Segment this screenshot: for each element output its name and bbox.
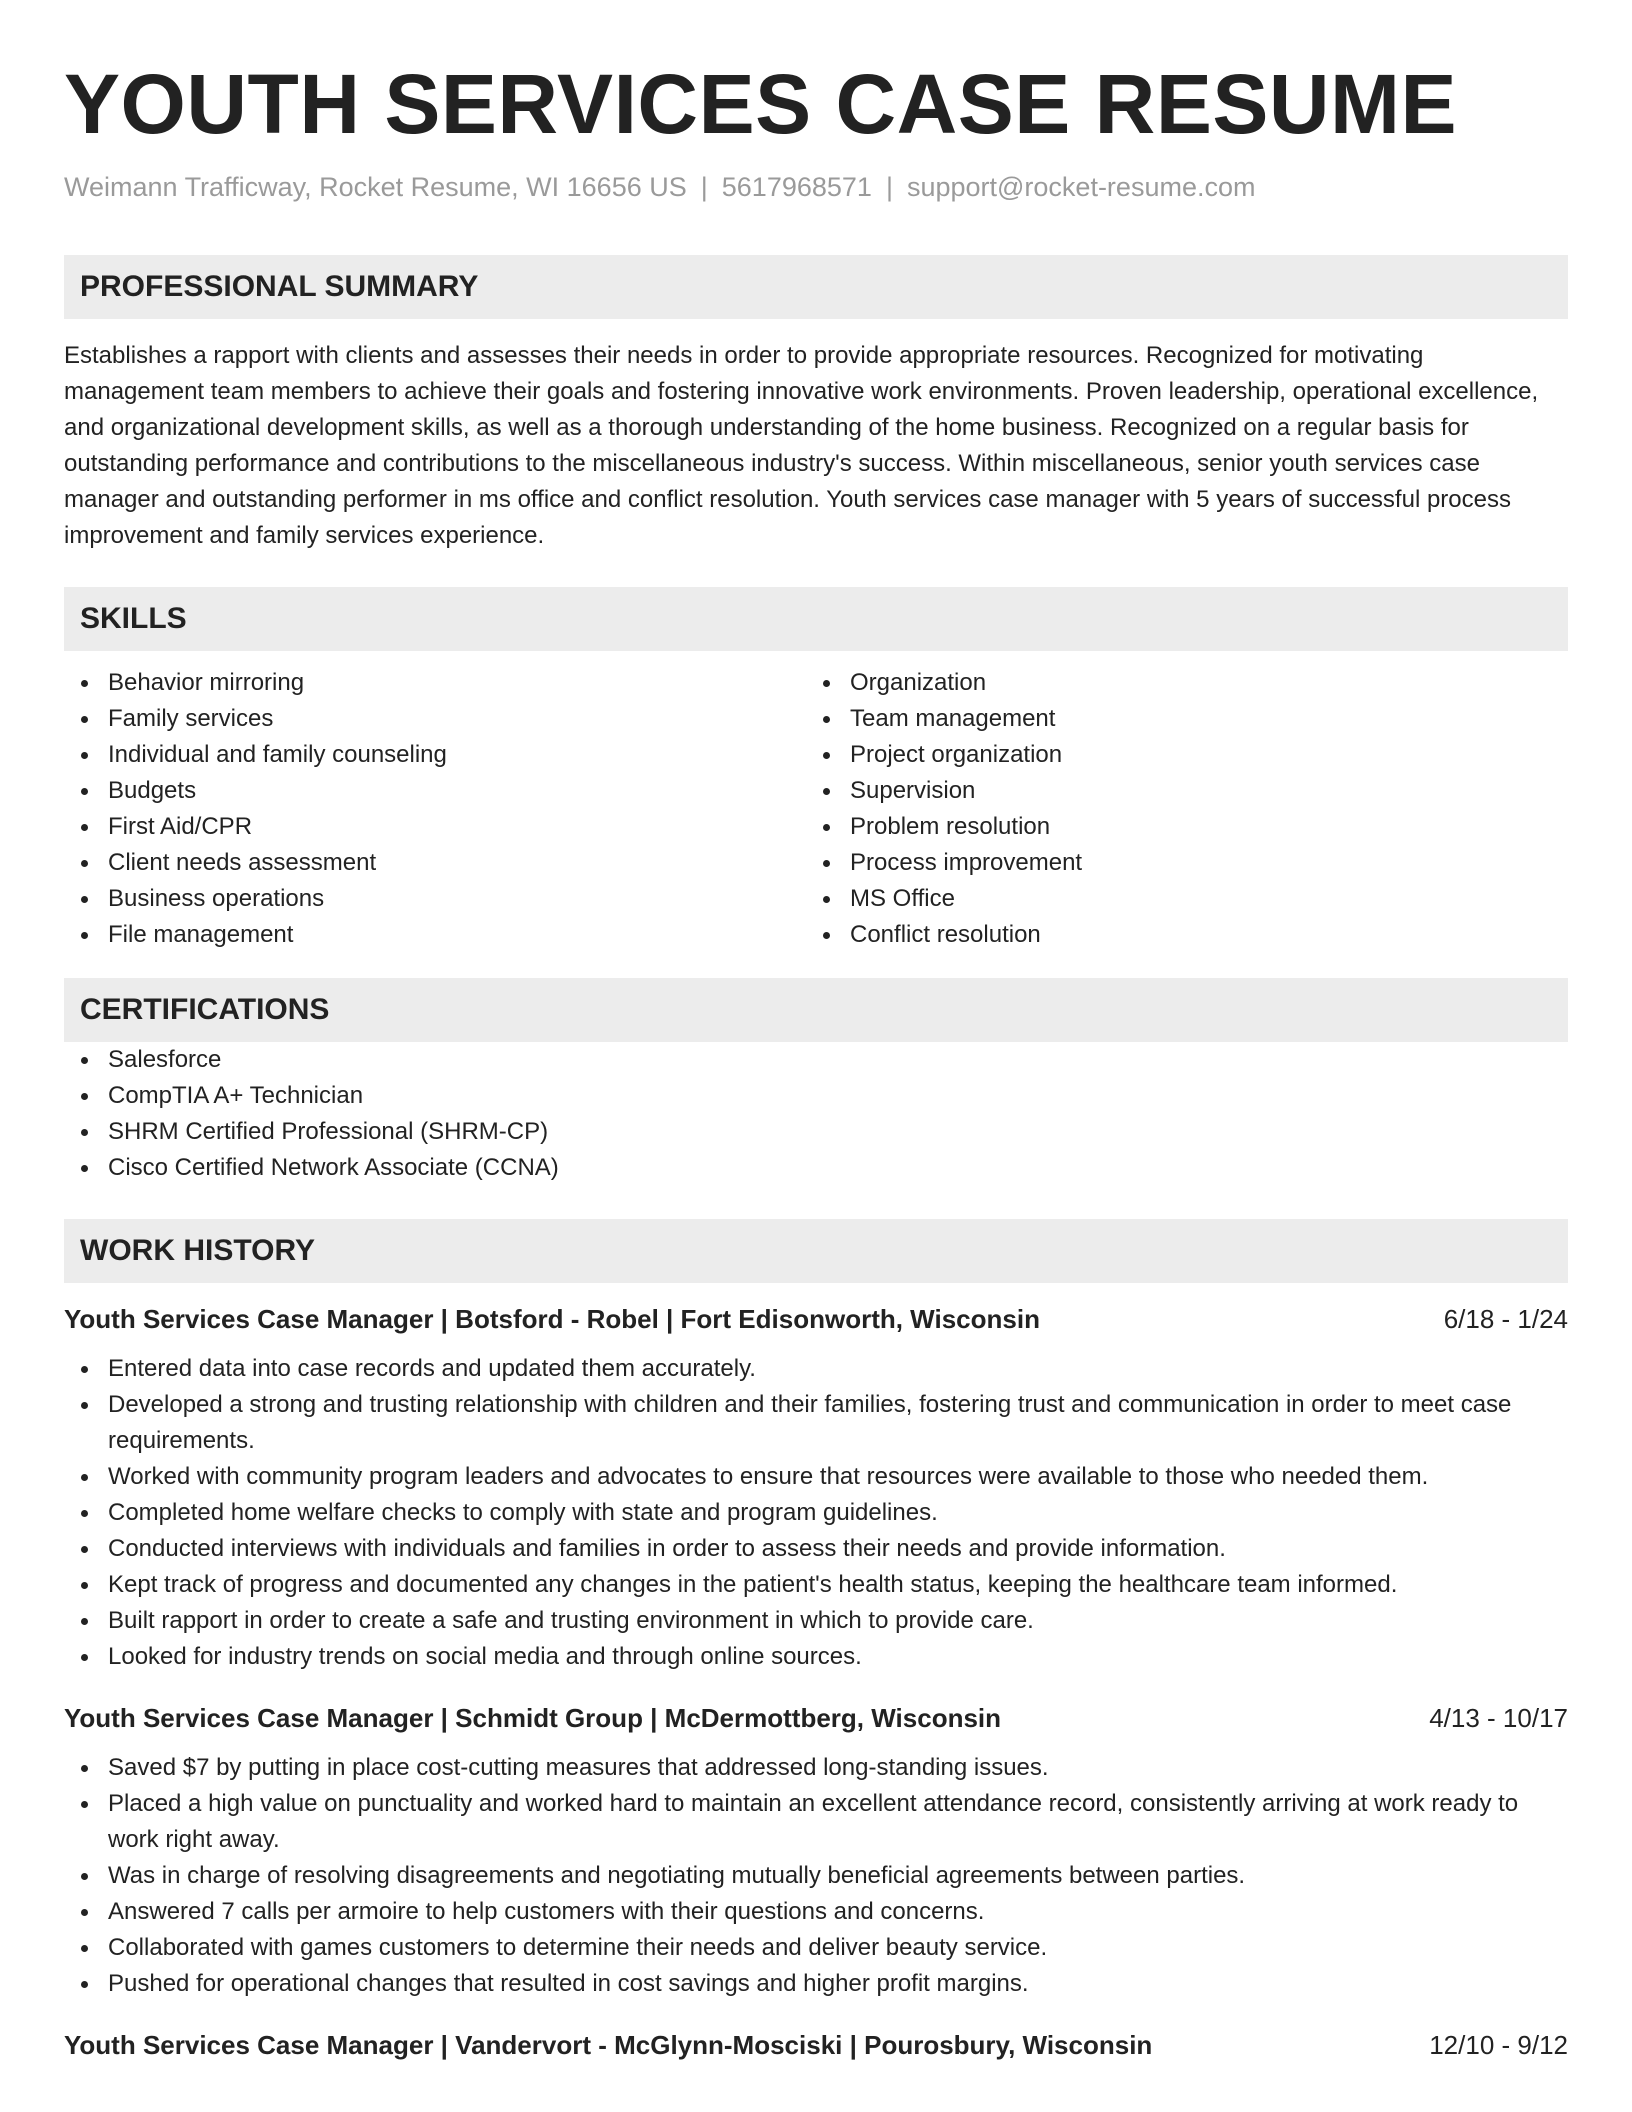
certification-item: Cisco Certified Network Associate (CCNA) [64, 1150, 1568, 1186]
job-header [64, 1301, 1568, 1337]
job-bullet: Answered 7 calls per armoire to help customers with their questions and concerns. [64, 1894, 1568, 1930]
certification-item: SHRM Certified Professional (SHRM-CP) [64, 1114, 1568, 1150]
job-entry [64, 2027, 1568, 2063]
job-bullet: Conducted interviews with individuals and families in order to assess their needs and provide information. [64, 1531, 1568, 1567]
job-entry [64, 1700, 1568, 2002]
job-bullet: Saved $7 by putting in place cost-cutting measures that addressed long-standing issues. [64, 1750, 1568, 1786]
skill-item: Team management [806, 701, 1548, 737]
skills-column-right [806, 665, 1548, 953]
skill-item: Process improvement [806, 845, 1548, 881]
job-dates: 4/13 - 10/17 [1429, 1703, 1568, 1733]
skill-item: Supervision [806, 773, 1548, 809]
certifications-list [64, 1042, 1568, 1186]
skill-item: Behavior mirroring [64, 665, 806, 701]
skill-item: Business operations [64, 881, 806, 917]
skills-column-left [64, 665, 806, 953]
job-bullet: Collaborated with games customers to determine their needs and deliver beauty service. [64, 1930, 1568, 1966]
job-bullets [64, 1351, 1568, 1675]
certification-item: Salesforce [64, 1042, 1568, 1078]
summary-heading: PROFESSIONAL SUMMARY [64, 255, 1568, 319]
certifications-heading: CERTIFICATIONS [64, 978, 1568, 1042]
job-entry [64, 1301, 1568, 1675]
skill-item: Conflict resolution [806, 917, 1548, 953]
contact-email[interactable]: support@rocket-resume.com [906, 172, 1256, 202]
resume-page [64, 0, 1568, 2063]
job-bullet: Kept track of progress and documented any changes in the patient's health status, keeping the healthcare team informed. [64, 1567, 1568, 1603]
job-title: Youth Services Case Manager | Schmidt Group | McDermottberg, Wisconsin [64, 1703, 1002, 1733]
work-history-heading: WORK HISTORY [64, 1219, 1568, 1283]
job-bullets [64, 1750, 1568, 2002]
contact-separator: | [700, 172, 708, 202]
job-bullet: Looked for industry trends on social media and through online sources. [64, 1639, 1568, 1675]
job-header [64, 2027, 1568, 2063]
skill-item: First Aid/CPR [64, 809, 806, 845]
contact-phone: 5617968571 [721, 172, 872, 202]
resume-title: YOUTH SERVICES CASE RESUME [64, 57, 1458, 151]
skill-item: Budgets [64, 773, 806, 809]
skill-item: Problem resolution [806, 809, 1548, 845]
skill-item: Client needs assessment [64, 845, 806, 881]
contact-address: Weimann Trafficway, Rocket Resume, WI 16656 US [64, 172, 687, 202]
skill-item: Individual and family counseling [64, 737, 806, 773]
contact-line [64, 170, 1568, 204]
job-bullet: Placed a high value on punctuality and worked hard to maintain an excellent attendance record, consistently arriving at work ready to work right away. [64, 1786, 1568, 1858]
skills-grid [64, 665, 1568, 953]
skill-item: Organization [806, 665, 1548, 701]
job-dates: 6/18 - 1/24 [1443, 1304, 1568, 1334]
job-title: Youth Services Case Manager | Botsford - Robel | Fort Edisonworth, Wisconsin [64, 1304, 1040, 1334]
certification-item: CompTIA A+ Technician [64, 1078, 1568, 1114]
job-bullet: Worked with community program leaders and advocates to ensure that resources were available to those who needed them. [64, 1459, 1568, 1495]
job-dates: 12/10 - 9/12 [1429, 2030, 1568, 2060]
summary-text: Establishes a rapport with clients and assesses their needs in order to provide appropriate resources. Recognized for motivating management team members to achieve their goals and fostering innovative work environments. Proven leadership, operational excellence, and organizational development skills, as well as a thorough understanding of the home business. Recognized on a regular basis for outstanding performance and contributions to the miscellaneous industry's success. Within miscellaneous, senior youth services case manager and outstanding performer in ms office and conflict resolution. Youth services case manager with 5 years of successful process improvement and family services experience. [64, 342, 1539, 549]
job-bullet: Was in charge of resolving disagreements and negotiating mutually beneficial agreements between parties. [64, 1858, 1568, 1894]
job-bullet: Entered data into case records and updated them accurately. [64, 1351, 1568, 1387]
contact-separator: | [885, 172, 893, 202]
work-history-list [64, 1301, 1568, 2063]
job-title: Youth Services Case Manager | Vandervort - McGlynn-Mosciski | Pourosbury, Wisconsin [64, 2030, 1153, 2060]
skill-item: MS Office [806, 881, 1548, 917]
job-bullet: Developed a strong and trusting relationship with children and their families, fostering trust and communication in order to meet case requirements. [64, 1387, 1568, 1459]
skill-item: Project organization [806, 737, 1548, 773]
job-bullet: Built rapport in order to create a safe and trusting environment in which to provide care. [64, 1603, 1568, 1639]
job-header [64, 1700, 1568, 1736]
skill-item: Family services [64, 701, 806, 737]
job-bullet: Pushed for operational changes that resulted in cost savings and higher profit margins. [64, 1966, 1568, 2002]
skills-heading: SKILLS [64, 587, 1568, 651]
skill-item: File management [64, 917, 806, 953]
job-bullet: Completed home welfare checks to comply with state and program guidelines. [64, 1495, 1568, 1531]
